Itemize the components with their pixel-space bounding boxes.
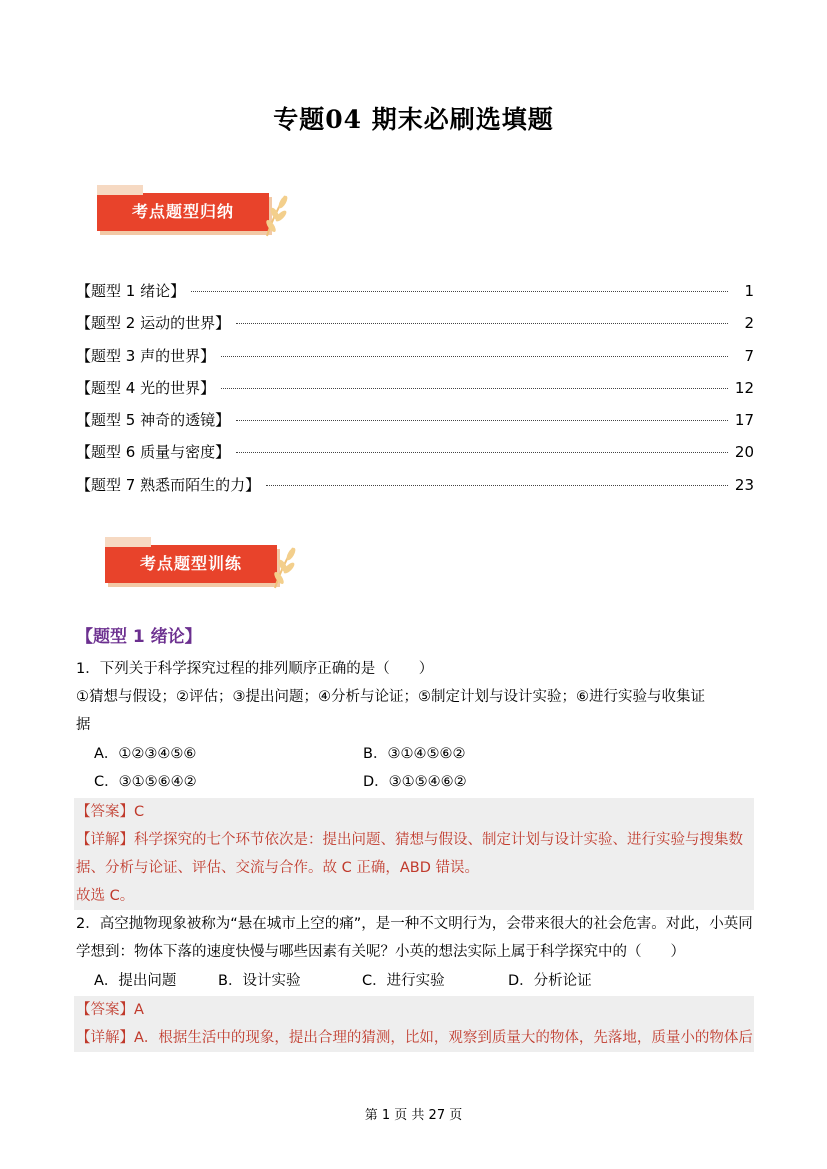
answer-text: 【答案】C [76,804,145,820]
question-1-option-d: D．③①⑤④⑥② [363,774,467,790]
question-1-items: ①猜想与假设；②评估；③提出问题；④分析与论证；⑤制定计划与设计实验；⑥进行实验与收集证 [76,689,705,705]
question-1-items-cont: 据 [76,717,91,733]
toc-item[interactable]: 【题型 3 声的世界】 7 [76,346,754,365]
banner-label: 考点题型训练 [139,554,242,573]
page-title: 专题04 期末必刷选填题 [273,105,554,134]
explanation-text: 【详解】科学探究的七个环节依次是：提出问题、猜想与假设、制定计划与设计实验、进行实验与搜集数 [76,832,743,848]
toc-item[interactable]: 【题型 2 运动的世界】 2 [76,314,754,333]
question-1-option-b: B．③①④⑤⑥② [363,746,466,762]
question-2-option-c: C．进行实验 [362,973,445,989]
question-2-stem-cont: 学想到：物体下落的速度快慢与哪些因素有关呢？小英的想法实际上属于科学探究中的（ ） [76,944,685,960]
section-banner-training [105,540,315,590]
section-banner-summary [97,188,307,238]
explanation-text: 故选 C。 [76,888,135,904]
question-2-option-b: B．设计实验 [218,973,301,989]
toc-item[interactable]: 【题型 7 熟悉而陌生的力】 23 [76,475,754,494]
toc-item[interactable]: 【题型 5 神奇的透镜】 17 [76,411,754,430]
answer-text: 【答案】A [76,1002,144,1018]
toc-item[interactable]: 【题型 4 光的世界】 12 [76,378,754,397]
wheat-icon [259,188,299,238]
question-2-answer-block [74,996,754,1052]
page-footer: 第 1 页 共 27 页 [364,1108,463,1123]
toc-item[interactable]: 【题型 6 质量与密度】 20 [76,443,754,462]
table-of-contents [76,280,754,506]
question-2-option-a: A．提出问题 [94,973,177,989]
explanation-text: 【详解】A．根据生活中的现象，提出合理的猜测，比如，观察到质量大的物体，先落地，质量小的物体后 [76,1030,753,1046]
question-1-option-a: A．①②③④⑤⑥ [94,746,197,762]
banner-label: 考点题型归纳 [131,202,234,221]
question-1-option-c: C．③①⑤⑥④② [94,774,197,790]
question-1-stem: 1．下列关于科学探究过程的排列顺序正确的是（ ） [76,661,434,677]
toc-item[interactable]: 【题型 1 绪论】 1 [76,282,754,300]
explanation-text: 据、分析与论证、评估、交流与合作。故 C 正确，ABD 错误。 [76,860,479,876]
question-2-option-d: D．分析论证 [508,973,592,989]
question-2-stem: 2．高空抛物现象被称为“悬在城市上空的痛”，是一种不文明行为，会带来很大的社会危害。对此，小英同 [76,916,753,932]
section-heading: 【题型 1 绪论】 [76,627,202,647]
wheat-icon [267,540,307,590]
question-1-answer-block [74,798,754,910]
